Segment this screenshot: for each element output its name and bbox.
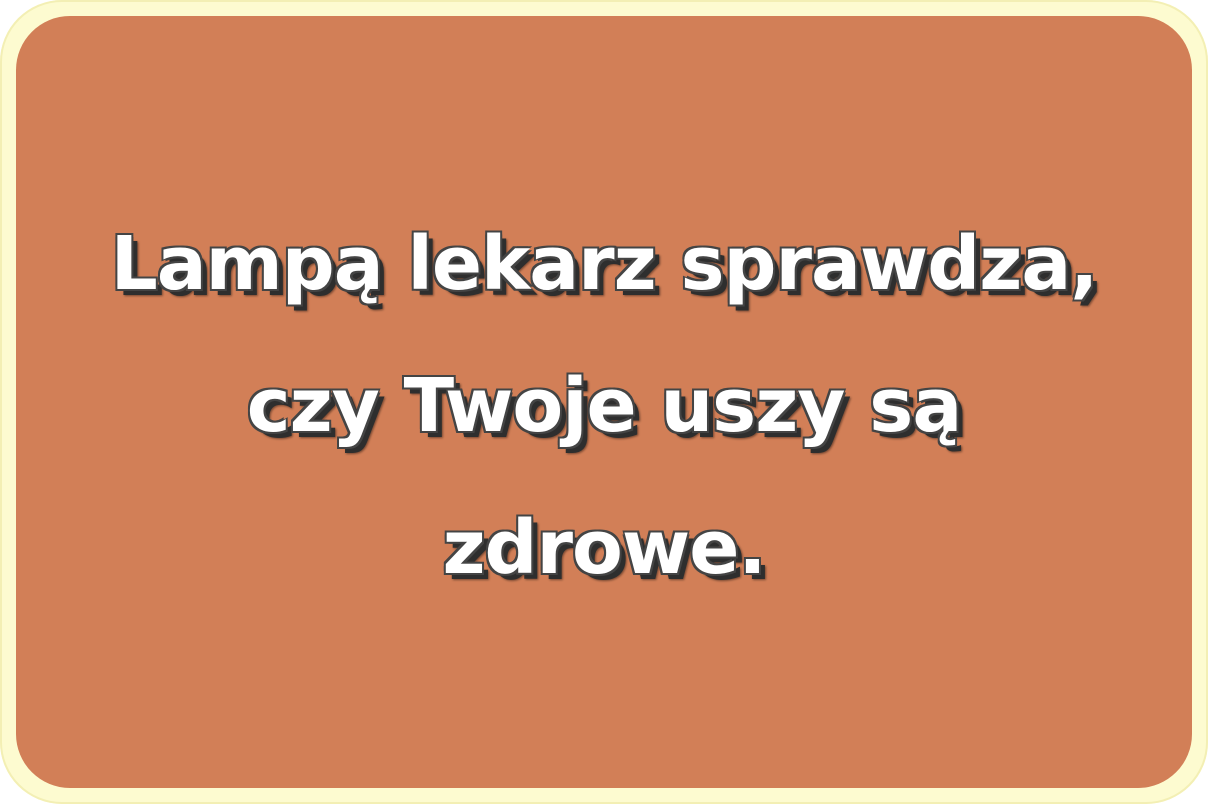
sentence-line-1: Lampą lekarz sprawdza, [110,221,1098,307]
sentence-line-3: zdrowe. [442,505,766,591]
sentence-card [16,16,1192,788]
sentence-text [34,193,1174,619]
sentence-line-2: czy Twoje uszy są [246,363,962,449]
